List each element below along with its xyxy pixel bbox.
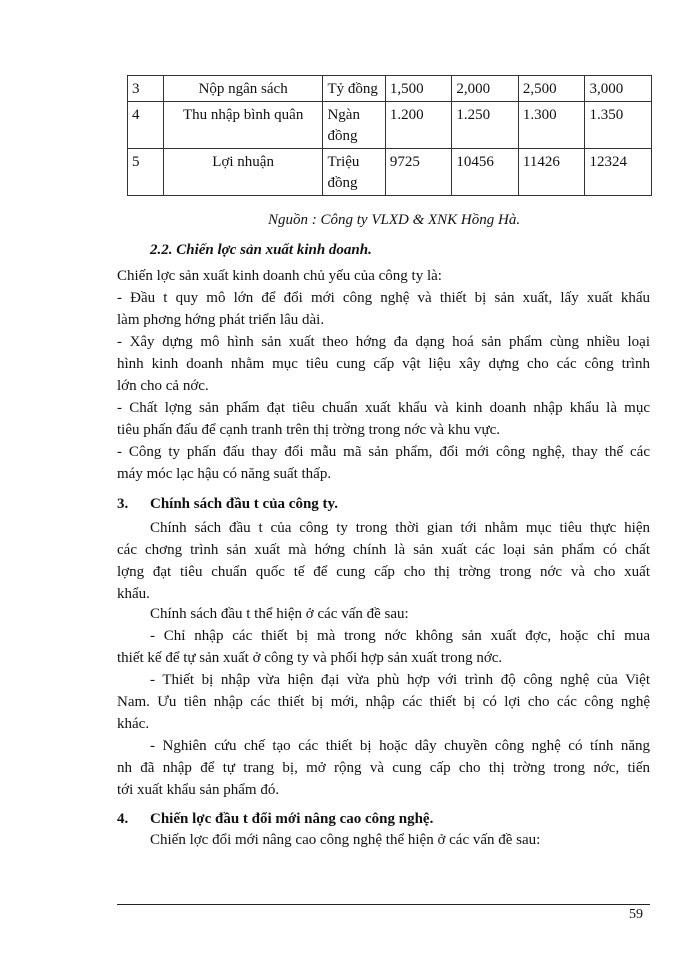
table-row: [128, 76, 652, 102]
table-cell-value: 2,500: [518, 76, 585, 102]
body-line: máy móc lạc hậu có năng suất thấp.: [117, 466, 332, 482]
table-cell-value: 1.200: [385, 102, 452, 149]
body-line: các chơng trình sản xuất mà hớng chính là sản xuất các loại sản phẩm có chất: [117, 542, 650, 558]
body-line: - Thiết bị nhập vừa hiện đại vừa phù hợp với trình độ công nghệ của Việt: [150, 672, 650, 688]
table-cell-unit: Tỷ đồng: [323, 76, 385, 102]
body-line: khẩu.: [117, 586, 150, 602]
table-cell-stt: 3: [128, 76, 164, 102]
table-cell-value: 12324: [585, 149, 652, 196]
section-3-paragraph-4: [117, 669, 650, 735]
body-line: - Đầu t quy mô lớn để đổi mới công nghệ và thiết bị sản xuất, lấy xuất khẩu: [117, 290, 650, 306]
table-cell-value: 3,000: [585, 76, 652, 102]
footer-divider: [117, 904, 650, 905]
section-3-paragraph-1: [117, 517, 650, 605]
body-line: hình kinh doanh nhằm mục tiêu cung cấp vật liệu xây dựng cho các công trình: [117, 356, 650, 372]
table-cell-value: 11426: [518, 149, 585, 196]
section-2-2-body: [117, 265, 650, 485]
body-line: Nam. Ưu tiên nhập các thiết bị mới, nhập các thiết bị có lợi cho các công nghệ: [117, 694, 650, 710]
section-4-heading: Chiến lợc đầu t đổi mới nâng cao công nghệ.: [150, 811, 434, 827]
section-3-paragraph-5: [117, 735, 650, 801]
table-cell-value: 1.250: [452, 102, 519, 149]
body-line: thiết kế để tự sản xuất ở công ty và phối hợp sản xuất trong nớc.: [117, 650, 503, 666]
table-cell-value: 2,000: [452, 76, 519, 102]
section-3-paragraph-3: [117, 625, 650, 669]
table-cell-name: Nộp ngân sách: [163, 76, 323, 102]
section-3-paragraph-2: [117, 603, 650, 625]
body-line: Chiến lợc đổi mới nâng cao công nghệ thể hiện ở các vấn đề sau:: [150, 832, 541, 848]
section-3-heading: Chính sách đầu t của công ty.: [150, 496, 338, 512]
table-cell-value: 10456: [452, 149, 519, 196]
body-line: Chiến lợc sản xuất kinh doanh chủ yếu của công ty là:: [117, 268, 442, 284]
table-cell-value: 9725: [385, 149, 452, 196]
table-cell-name: Lợi nhuận: [163, 149, 323, 196]
section-3-number: 3.: [117, 496, 129, 512]
table-cell-stt: 4: [128, 102, 164, 149]
body-line: lợng đạt tiêu chuẩn quốc tế để cung cấp cho thị trờng trong nớc và cho xuất: [117, 564, 650, 580]
table-cell-name: Thu nhập bình quân: [163, 102, 323, 149]
table-source-note: Nguồn : Công ty VLXD & XNK Hồng Hà.: [268, 212, 521, 228]
body-line: lớn cho cả nớc.: [117, 378, 209, 394]
table-cell-unit: Ngàn đồng: [323, 102, 385, 149]
section-2-2-heading: 2.2. Chiến lợc sản xuất kinh doanh.: [150, 242, 372, 258]
body-line: - Chỉ nhập các thiết bị mà trong nớc không sản xuất đợc, hoặc chỉ mua: [150, 628, 650, 644]
body-line: - Xây dựng mô hình sản xuất theo hớng đa dạng hoá sản phẩm cùng nhiều loại: [117, 334, 650, 350]
body-line: - Chất lợng sản phẩm đạt tiêu chuẩn xuất khẩu và kinh doanh nhập khẩu là mục: [117, 400, 650, 416]
body-line: làm phơng hớng phát triển lâu dài.: [117, 312, 325, 328]
body-line: nh đã nhập để tự trang bị, mở rộng và cung cấp cho thị trờng trong nớc, tiến: [117, 760, 650, 776]
indicator-table: [127, 75, 652, 196]
table-row: [128, 102, 652, 149]
body-line: Chính sách đầu t của công ty trong thời gian tới nhằm mục tiêu thực hiện: [150, 520, 650, 536]
body-line: khác.: [117, 716, 150, 732]
page-number: 59: [629, 907, 643, 922]
body-line: - Nghiên cứu chế tạo các thiết bị hoặc dây chuyền công nghệ có tính năng: [150, 738, 650, 754]
section-4-paragraph-1: [117, 829, 650, 851]
body-line: tới xuất khẩu sản phẩm đó.: [117, 782, 280, 798]
body-line: Chính sách đầu t thể hiện ở các vấn đề sau:: [150, 606, 409, 622]
table-cell-value: 1.350: [585, 102, 652, 149]
body-line: - Công ty phấn đấu thay đổi mẫu mã sản phẩm, đổi mới công nghệ, thay thế các: [117, 444, 650, 460]
table-cell-value: 1.300: [518, 102, 585, 149]
table-cell-value: 1,500: [385, 76, 452, 102]
table-cell-stt: 5: [128, 149, 164, 196]
section-4-number: 4.: [117, 811, 129, 827]
table-cell-unit: Triệu đồng: [323, 149, 385, 196]
table-row: [128, 149, 652, 196]
body-line: tiêu phấn đấu để cạnh tranh trên thị trờng trong nớc và khu vực.: [117, 422, 501, 438]
